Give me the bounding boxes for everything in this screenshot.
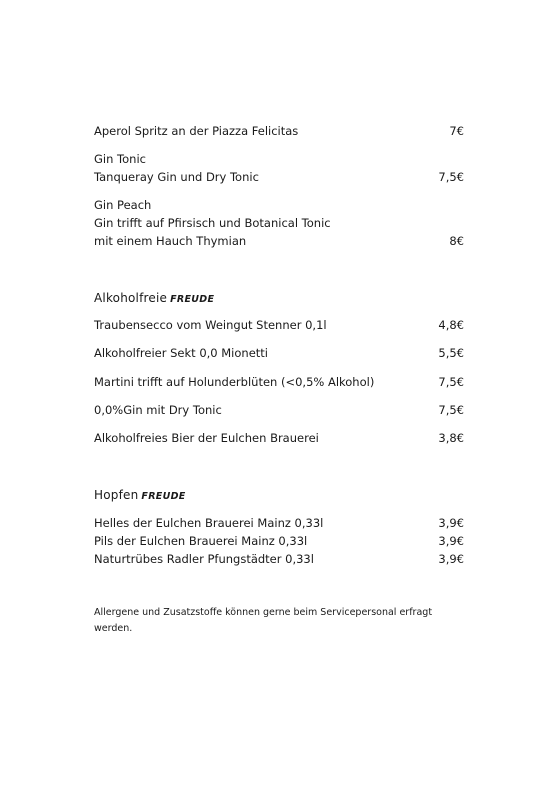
item-name: Traubensecco vom Weingut Stenner 0,1l [94,318,327,332]
menu-item-aperol [94,124,464,139]
heading-accent: FREUDE [170,294,215,305]
item-price: 3,9€ [438,534,464,548]
heading-text: Alkoholfreie [94,291,168,305]
item-name: Martini trifft auf Holunderblüten (<0,5% Alkohol) [94,375,375,389]
item-price: 3,8€ [438,431,464,445]
item-price: 7€ [449,124,464,138]
menu-item-gin-tonic [94,170,464,185]
menu-item [94,403,464,418]
item-description-gin-peach: Gin trifft auf Pfirsisch und Botanical Tonic [94,216,331,230]
item-price: 5,5€ [438,346,464,360]
item-title-gin-tonic: Gin Tonic [94,152,146,166]
menu-item [94,552,464,567]
menu-item [94,346,464,361]
item-name: Aperol Spritz an der Piazza Felicitas [94,124,299,138]
menu-item [94,375,464,390]
item-name: Alkoholfreies Bier der Eulchen Brauerei [94,431,319,445]
heading-accent: FREUDE [141,491,186,502]
item-name: Alkoholfreier Sekt 0,0 Mionetti [94,346,268,360]
item-name: 0,0%Gin mit Dry Tonic [94,403,222,417]
item-name: mit einem Hauch Thymian [94,234,247,248]
item-price: 8€ [449,234,464,248]
item-title-gin-peach: Gin Peach [94,198,152,212]
heading-text: Hopfen [94,488,139,502]
item-price: 7,5€ [438,375,464,389]
item-price: 4,8€ [438,318,464,332]
item-price: 7,5€ [438,170,464,184]
item-name: Naturtrübes Radler Pfungstädter 0,33l [94,552,314,566]
section-heading-alkoholfrei [94,290,214,308]
allergen-note: Allergene und Zusatzstoffe können gerne beim Servicepersonal erfragt werden. [94,607,433,634]
item-name: Tanqueray Gin und Dry Tonic [94,170,259,184]
item-price: 7,5€ [438,403,464,417]
item-name: Helles der Eulchen Brauerei Mainz 0,33l [94,516,324,530]
item-price: 3,9€ [438,516,464,530]
item-name: Pils der Eulchen Brauerei Mainz 0,33l [94,534,308,548]
menu-item [94,534,464,549]
menu-item-gin-peach [94,234,464,249]
menu-item [94,431,464,446]
item-price: 3,9€ [438,552,464,566]
menu-item [94,318,464,333]
menu-item [94,516,464,531]
section-heading-hopfen [94,487,186,505]
